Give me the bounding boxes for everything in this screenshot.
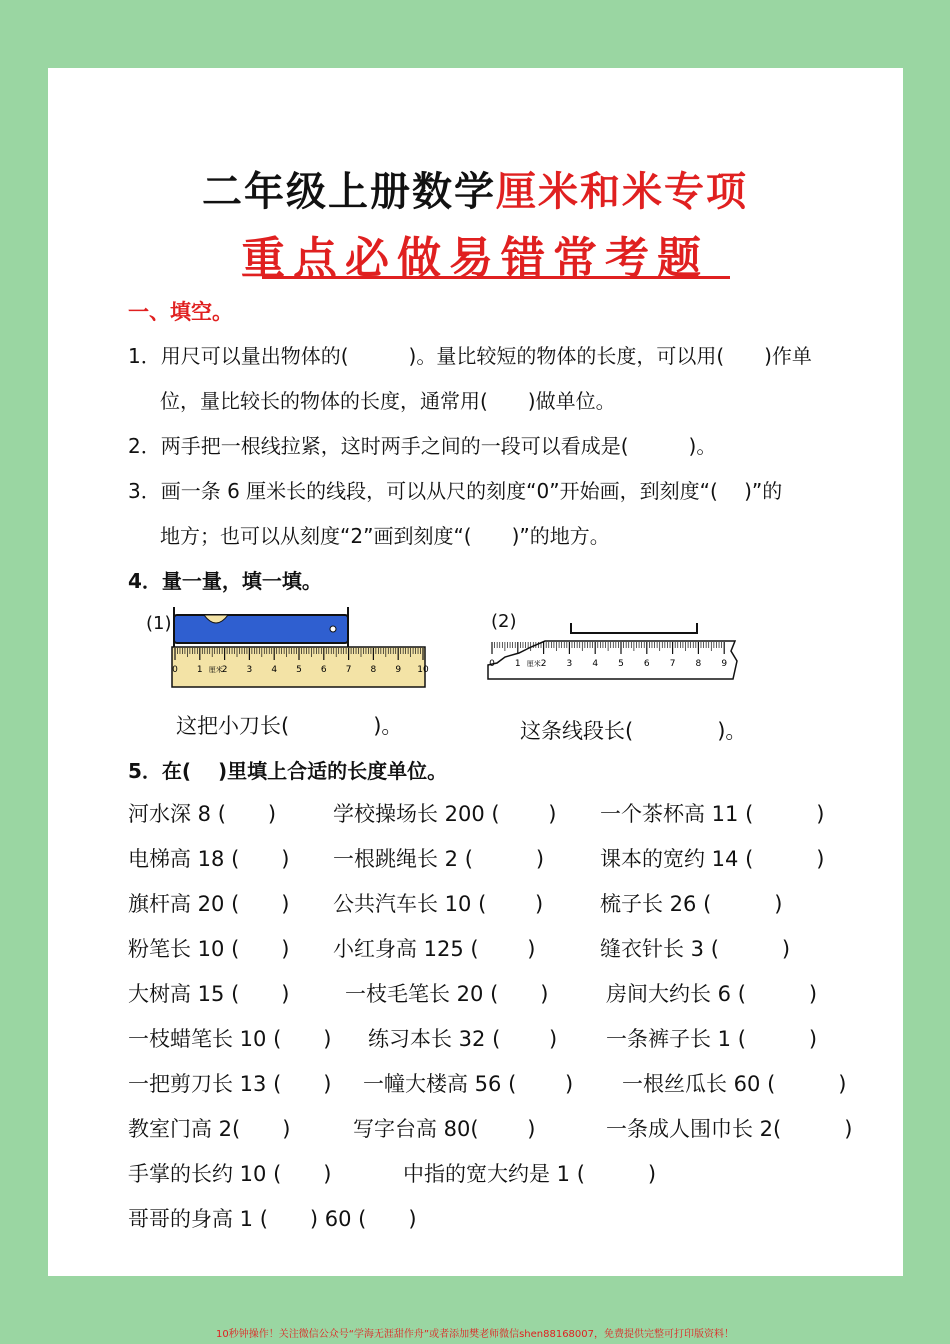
blank-item: 一枝毛笔长 20 ( ) <box>345 982 549 1006</box>
knife-rivet <box>330 626 336 632</box>
ruler-tick-label: 10 <box>417 665 429 675</box>
figure-1-knife-ruler <box>140 605 440 695</box>
blank-item: 公共汽车长 10 ( ) <box>333 892 544 916</box>
caption-segment-length: 这条线段长( )。 <box>520 719 747 743</box>
blank-item: 电梯高 18 ( ) <box>128 847 290 871</box>
blank-item: 一幢大楼高 56 ( ) <box>363 1072 574 1096</box>
ruler-tick-label: 1 <box>514 659 521 669</box>
figure-2-label: (2) <box>491 611 517 632</box>
ruler-tick-label: 7 <box>345 665 352 675</box>
ruler-unit-label: 厘米 <box>208 666 223 674</box>
blank-item: 一根丝瓜长 60 ( ) <box>622 1072 847 1096</box>
blank-item: 粉笔长 10 ( ) <box>128 937 290 961</box>
blank-item: 河水深 8 ( ) <box>128 802 277 826</box>
question-5-heading: 5．在( )里填上合适的长度单位。 <box>128 759 448 783</box>
title-red: 厘米和米专项 <box>496 169 748 215</box>
blank-item: 大树高 15 ( ) <box>128 982 290 1006</box>
line-segment <box>571 623 697 633</box>
blank-item: 中指的宽大约是 1 ( ) <box>403 1162 657 1186</box>
ruler-tick-label: 5 <box>296 665 302 675</box>
ruler-tick-label: 7 <box>669 659 676 669</box>
ruler-tick-label: 2 <box>221 665 228 675</box>
ruler-tick-label: 1 <box>196 665 203 675</box>
ruler-tick-label: 0 <box>489 659 495 669</box>
ruler-tick-label: 3 <box>566 659 573 669</box>
ruler-tick-label: 4 <box>592 659 599 669</box>
blank-item: 教室门高 2( ) <box>128 1117 291 1141</box>
ruler-unit-label: 厘米 <box>526 660 541 668</box>
question-3-line-2: 地方；也可以从刻度“2”画到刻度“( )”的地方。 <box>160 524 610 548</box>
blank-item: 小红身高 125 ( ) <box>333 937 536 961</box>
blank-item: 梳子长 26 ( ) <box>600 892 783 916</box>
question-1-line-1: 1．用尺可以量出物体的( )。量比较短的物体的长度，可以用( )作单 <box>128 344 812 368</box>
ruler-tick-label: 5 <box>618 659 624 669</box>
blank-item: 旗杆高 20 ( ) <box>128 892 290 916</box>
blank-item: 一把剪刀长 13 ( ) <box>128 1072 332 1096</box>
question-4-heading: 4．量一量，填一填。 <box>128 569 322 593</box>
blank-item: 手掌的长约 10 ( ) <box>128 1162 332 1186</box>
footer-note: 10秒钟操作！关注微信公众号“学海无涯甜作舟”或者添加樊老师微信shen88168007，免费提供完整可打印版资料！ <box>215 1329 735 1340</box>
blank-item: 一条裤子长 1 ( ) <box>606 1027 818 1051</box>
ruler-tick-label: 2 <box>540 659 547 669</box>
blank-item: 缝衣针长 3 ( ) <box>600 937 791 961</box>
title-black: 二年级上册数学 <box>202 169 496 215</box>
blank-item: 房间大约长 6 ( ) <box>606 982 818 1006</box>
question-1-line-2: 位，量比较长的物体的长度，通常用( )做单位。 <box>160 389 616 413</box>
figure-2-segment-ruler <box>485 605 745 695</box>
blank-item: 一根跳绳长 2 ( ) <box>333 847 545 871</box>
blank-item: 一条成人围巾长 2( ) <box>606 1117 853 1141</box>
ruler-tick-label: 8 <box>695 659 702 669</box>
ruler-tick-label: 9 <box>395 665 402 675</box>
blank-item: 学校操场长 200 ( ) <box>333 802 557 826</box>
caption-knife-length: 这把小刀长( )。 <box>176 714 403 738</box>
ruler-tick-label: 0 <box>172 665 178 675</box>
blank-item: 一个茶杯高 11 ( ) <box>600 802 825 826</box>
ruler-tick-label: 3 <box>246 665 253 675</box>
worksheet-title <box>0 160 950 217</box>
worksheet-subtitle: 重点必做易错常考题 <box>241 233 709 284</box>
figure-1-label: (1) <box>146 613 172 634</box>
ruler-tick-label: 9 <box>721 659 728 669</box>
ruler-tick-label: 6 <box>643 659 650 669</box>
blank-item: 一枝蜡笔长 10 ( ) <box>128 1027 332 1051</box>
question-2: 2．两手把一根线拉紧，这时两手之间的一段可以看成是( )。 <box>128 434 717 458</box>
question-3-line-1: 3．画一条 6 厘米长的线段，可以从尺的刻度“0”开始画，到刻度“( )”的 <box>128 479 783 503</box>
blank-item: 写字台高 80( ) <box>353 1117 536 1141</box>
subtitle-underline <box>262 276 730 279</box>
blank-item: 哥哥的身高 1 ( ) 60 ( ) <box>128 1207 417 1231</box>
ruler-tick-label: 4 <box>271 665 278 675</box>
ruler-tick-label: 8 <box>370 665 377 675</box>
knife-blade <box>174 615 348 643</box>
ruler-tick-label: 6 <box>320 665 327 675</box>
section-fill-blank-heading: 一、填空。 <box>128 300 233 324</box>
blank-item: 练习本长 32 ( ) <box>368 1027 558 1051</box>
blank-item: 课本的宽约 14 ( ) <box>600 847 825 871</box>
